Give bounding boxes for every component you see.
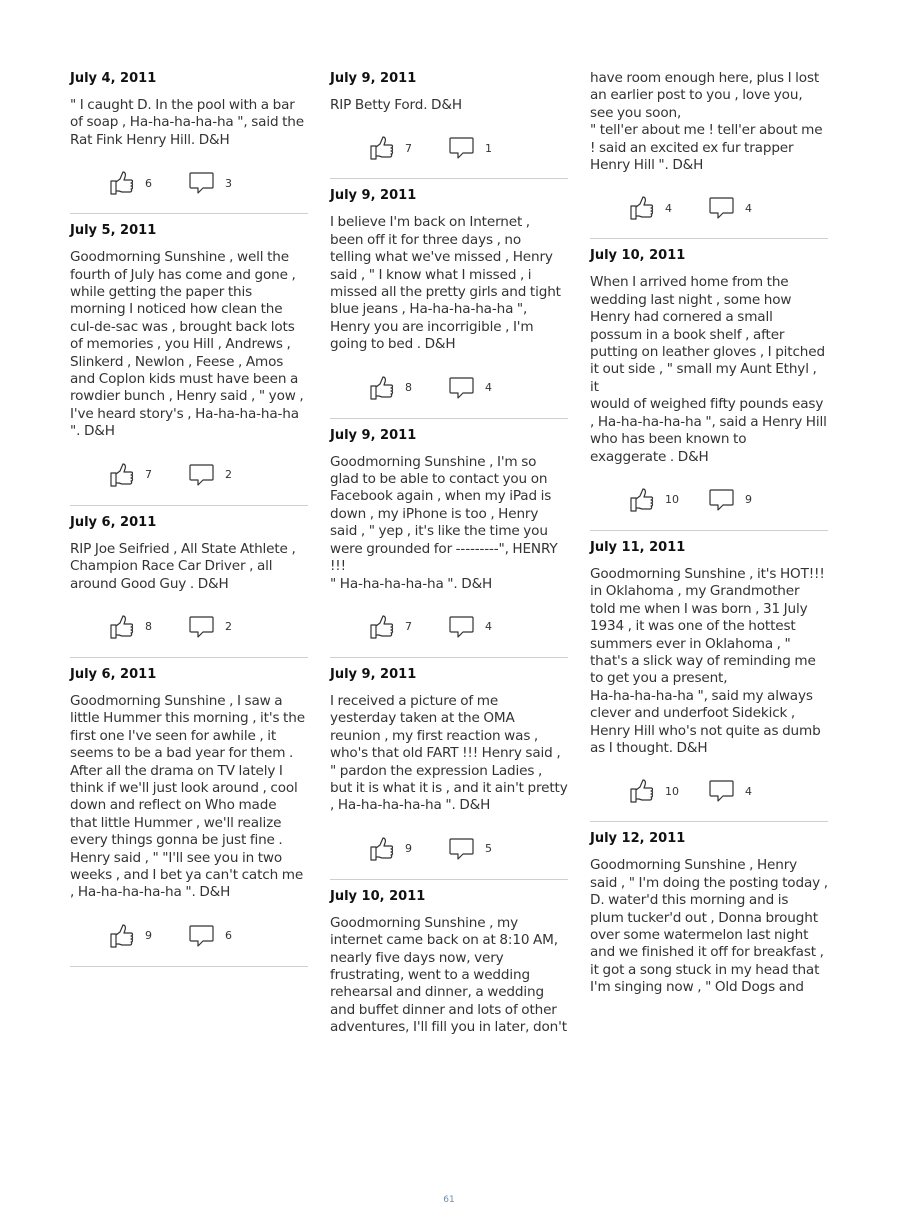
comment-button[interactable] — [449, 836, 529, 862]
post-actions — [70, 153, 308, 213]
comment-icon — [709, 195, 735, 221]
thumbs-up-icon — [109, 923, 135, 949]
comment-button[interactable] — [709, 778, 789, 804]
post-date: July 9, 2011 — [330, 427, 417, 443]
post — [70, 62, 308, 214]
column-3 — [590, 62, 828, 997]
post — [330, 658, 568, 880]
post-actions — [70, 597, 308, 657]
thumbs-up-icon — [109, 614, 135, 640]
like-button[interactable] — [109, 923, 189, 949]
like-count: 7 — [405, 620, 412, 634]
post-text: have room enough here, plus I lost an earlier post to you , love you, see you soon, " tell'er about me ! tell'er about me ! said an excited ex fur trapper Henry Hill ". D&H — [590, 70, 823, 174]
comment-count: 4 — [485, 620, 492, 634]
post-date: July 6, 2011 — [70, 666, 157, 682]
post-actions — [330, 358, 568, 418]
post-text: Goodmorning Sunshine , it's HOT!!! in Oklahoma , my Grandmother told me when I was born , 31 July 1934 , it was one of the hottest summers ever in Oklahoma , " that's a slick way of reminding me to get you a present, Ha-ha-ha-ha-ha ", said my always clever and underfoot Sidekick , Henry Hill who's not quite as dumb as I thought. D&H — [590, 565, 825, 756]
thumbs-up-icon — [629, 778, 655, 804]
comment-button[interactable] — [449, 614, 529, 640]
post-date: July 9, 2011 — [330, 71, 417, 86]
like-count: 10 — [665, 493, 679, 507]
like-button[interactable] — [109, 170, 189, 196]
post-text: Goodmorning Sunshine , Henry said , " I'm doing the posting today , D. water'd this morning and is plum tucker'd out , Donna brought over some watermelon last night and we finished it off for breakfast , it got a song stuck in my head that I'm singing now , " Old Dogs and — [590, 857, 828, 996]
thumbs-up-icon — [369, 614, 395, 640]
like-button[interactable] — [629, 195, 709, 221]
post-actions — [590, 470, 828, 530]
post — [330, 179, 568, 418]
comment-icon — [449, 135, 475, 161]
post-text: RIP Betty Ford. D&H — [330, 97, 462, 113]
comment-icon — [189, 462, 215, 488]
post-actions — [70, 445, 308, 505]
post-date: July 12, 2011 — [590, 831, 686, 847]
comment-count: 3 — [225, 176, 232, 190]
thumbs-up-icon — [109, 462, 135, 488]
post-text: Goodmorning Sunshine , my internet came back on at 8:10 AM, nearly five days now, very frustrating, went to a wedding rehearsal and dinner, a wedding and buffet dinner and lots of other adventures, I'll fill you in later, don't — [330, 914, 567, 1036]
post-actions — [590, 761, 828, 821]
post — [330, 419, 568, 658]
post — [70, 214, 308, 505]
comment-icon — [709, 487, 735, 513]
comment-icon — [449, 375, 475, 401]
post-text: I believe I'm back on Internet , been off it for three days , no telling what we've missed , Henry said , " I know what I missed , i missed all the pretty girls and tight blue jeans , Ha-ha-ha-ha-ha ", Henry you are incorrigible , I'm going to bed . D&H — [330, 214, 561, 353]
column-1 — [70, 62, 308, 967]
thumbs-up-icon — [369, 836, 395, 862]
post-actions — [330, 597, 568, 657]
like-count: 4 — [665, 201, 672, 215]
like-button[interactable] — [109, 462, 189, 488]
post-date: July 9, 2011 — [330, 666, 417, 682]
comment-button[interactable] — [189, 462, 269, 488]
post-text: When I arrived home from the wedding last night , some how Henry had cornered a small possum in a book shelf , after putting on leather gloves , I pitched it out side , " small my Aunt Ethyl , it would of weighed fifty pounds easy , Ha-ha-ha-ha-ha ", said a Henry Hill who has been known to exaggerate . D&H — [590, 274, 827, 465]
comment-count: 1 — [485, 141, 492, 155]
comment-count: 4 — [745, 201, 752, 215]
comment-button[interactable] — [189, 170, 269, 196]
post-actions — [330, 819, 568, 879]
post — [330, 62, 568, 179]
like-count: 10 — [665, 784, 679, 798]
comment-icon — [189, 614, 215, 640]
post-date: July 10, 2011 — [330, 888, 426, 904]
comment-button[interactable] — [709, 487, 789, 513]
comment-button[interactable] — [709, 195, 789, 221]
comment-button[interactable] — [449, 375, 529, 401]
post-date: July 9, 2011 — [330, 188, 417, 204]
thumbs-up-icon — [369, 135, 395, 161]
comment-count: 6 — [225, 929, 232, 943]
like-button[interactable] — [369, 614, 449, 640]
post — [330, 880, 568, 1037]
like-count: 7 — [405, 141, 412, 155]
comment-count: 4 — [745, 784, 752, 798]
like-count: 7 — [145, 468, 152, 482]
comment-icon — [189, 923, 215, 949]
post-date: July 10, 2011 — [590, 248, 686, 264]
comment-count: 2 — [225, 468, 232, 482]
post-text: RIP Joe Seifried , All State Athlete , Champion Race Car Driver , all around Good Guy . D&H — [70, 540, 296, 592]
like-button[interactable] — [629, 487, 709, 513]
post-text: Goodmorning Sunshine , well the fourth of July has come and gone , while getting the paper this morning I noticed how clean the cul-de-sac was , brought back lots of memories , you Hill , Andrews , Slinkerd , Newlon , Feese , Amos and Coplon kids must have been a rowdier bunch , Henry said , " yow , I've heard story's , Ha-ha-ha-ha-ha ". D&H — [70, 249, 304, 440]
like-count: 8 — [145, 620, 152, 634]
post-date: July 5, 2011 — [70, 223, 157, 239]
comment-count: 4 — [485, 381, 492, 395]
post-date: July 11, 2011 — [590, 539, 686, 555]
like-count: 9 — [405, 842, 412, 856]
comment-icon — [189, 170, 215, 196]
post-actions — [70, 906, 308, 966]
thumbs-up-icon — [109, 170, 135, 196]
comment-icon — [449, 836, 475, 862]
post-actions — [590, 178, 828, 238]
post-text: Goodmorning Sunshine , I'm so glad to be able to contact you on Facebook again , when my iPad is down , my iPhone is too , Henry said , " yep , it's like the time you were grounded for ---------", HENRY !!! " Ha-ha-ha-ha-ha ". D&H — [330, 453, 558, 592]
thumbs-up-icon — [369, 375, 395, 401]
comment-icon — [449, 614, 475, 640]
post — [590, 531, 828, 822]
post — [70, 506, 308, 658]
column-2 — [330, 62, 568, 1037]
like-count: 8 — [405, 381, 412, 395]
post — [70, 658, 308, 967]
like-button[interactable] — [629, 778, 709, 804]
post-date: July 6, 2011 — [70, 514, 157, 530]
thumbs-up-icon — [629, 487, 655, 513]
like-count: 6 — [145, 176, 152, 190]
post-text: Goodmorning Sunshine , I saw a little Hummer this morning , it's the first one I've seen for awhile , it seems to be a bad year for them . After all the drama on TV lately I think if we'll just look around , cool down and reflect on Who made that little Hummer , we'll realize every things gonna be just fine . Henry said , " "I'll see you in two weeks , and I bet ya can't catch me , Ha-ha-ha-ha-ha ". D&H — [70, 692, 305, 901]
page-number: 61 — [443, 1195, 455, 1205]
comment-count: 9 — [745, 493, 752, 507]
post-text: I received a picture of me yesterday taken at the OMA reunion , my first reaction was , who's that old FART !!! Henry said , " pardon the expression Ladies , but it is what it is , and it ain't pretty , Ha-ha-ha-ha-ha ". D&H — [330, 692, 568, 814]
post — [590, 822, 828, 996]
post — [590, 62, 828, 239]
like-count: 9 — [145, 929, 152, 943]
comment-count: 5 — [485, 842, 492, 856]
comment-button[interactable] — [189, 614, 269, 640]
post-text: " I caught D. In the pool with a bar of soap , Ha-ha-ha-ha-ha ", said the Rat Fink Henry Hill. D&H — [70, 97, 304, 148]
like-button[interactable] — [369, 135, 449, 161]
post-actions — [330, 118, 568, 178]
comment-count: 2 — [225, 620, 232, 634]
comment-button[interactable] — [189, 923, 269, 949]
comment-icon — [709, 778, 735, 804]
like-button[interactable] — [369, 375, 449, 401]
comment-button[interactable] — [449, 135, 529, 161]
post — [590, 239, 828, 530]
thumbs-up-icon — [629, 195, 655, 221]
post-date: July 4, 2011 — [70, 71, 157, 86]
like-button[interactable] — [369, 836, 449, 862]
like-button[interactable] — [109, 614, 189, 640]
